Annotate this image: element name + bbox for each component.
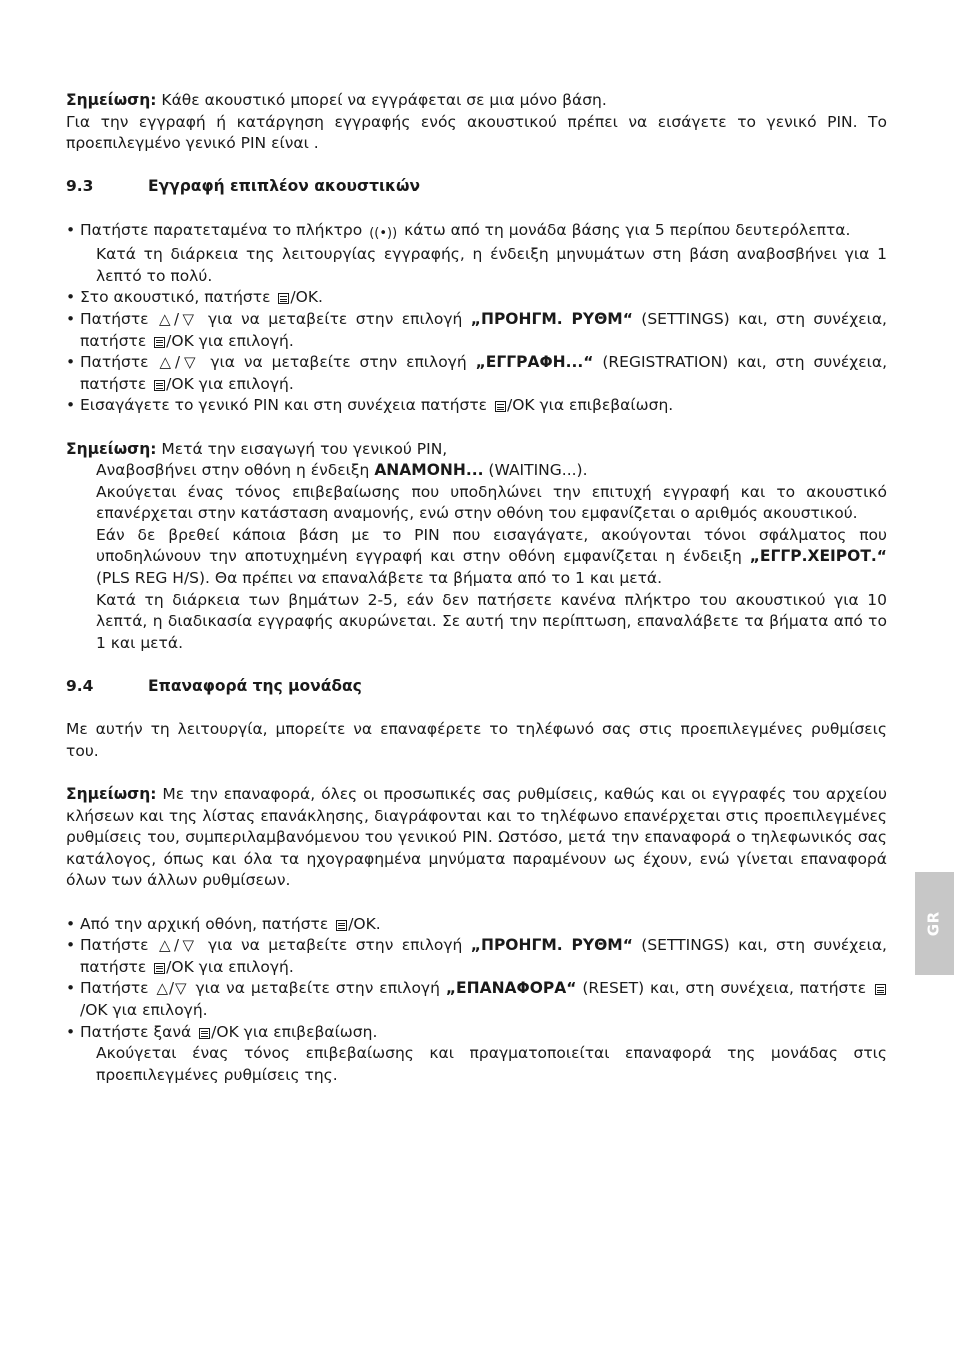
note-label: Σημείωση: bbox=[66, 439, 157, 458]
menu-key-icon bbox=[278, 293, 289, 304]
menu-key-icon bbox=[154, 337, 165, 348]
language-side-tab bbox=[915, 872, 954, 975]
list-item: • Πατήστε παρατεταμένα το πλήκτρο ((•)) κάτω από τη μονάδα βάσης για 5 περίπου δευτερόλεπτα. Κατά τη διάρκεια της λειτουργίας εγγραφής, η ένδειξη μηνυμάτων στη βάση αναβοσβήνει για 1 λεπτό το πολύ. bbox=[66, 220, 887, 288]
up-down-arrows-icon: △/▽ bbox=[156, 979, 188, 998]
list-item: • Πατήστε △/▽ για να μεταβείτε στην επιλογή „ΕΓΓΡΑΦΗ...“ (REGISTRATION) και, στη συνέχεια, πατήστε /OK για επιλογή. bbox=[66, 352, 887, 395]
paging-key-icon: ((•)) bbox=[369, 225, 398, 241]
menu-key-icon bbox=[154, 380, 165, 391]
list-item: • Στο ακουστικό, πατήστε /OK. bbox=[66, 287, 887, 309]
up-down-arrows-icon: △/▽ bbox=[158, 936, 198, 955]
note-detail: Αναβοσβήνει στην οθόνη η ένδειξη ΑΝΑΜΟΝΗ... (WAITING...). bbox=[96, 461, 588, 480]
list-item: • Πατήστε △/▽ για να μεταβείτε στην επιλογή „ΠΡΟΗΓΜ. ΡΥΘΜ“ (SETTINGS) και, στη συνέχεια, πατήστε /OK για επιλογή. bbox=[66, 309, 887, 352]
list-item: • Πατήστε ξανά /OK για επιβεβαίωση. Ακούγεται ένας τόνος επιβεβαίωσης και πραγματοποιείται επαναφορά της μονάδας στις προεπιλεγμένες ρυθμίσεις της. bbox=[66, 1022, 887, 1087]
menu-key-icon bbox=[336, 920, 347, 931]
note-registration: Σημείωση: Μετά την εισαγωγή του γενικού PIN, bbox=[66, 439, 448, 458]
intro-pin-text: Για την εγγραφή ή κατάργηση εγγραφής ενός ακουστικού πρέπει να εισάγετε το γενικό PIN. Το προεπιλεγμένο γενικό PIN είναι . bbox=[66, 112, 887, 153]
note-detail: Κατά τη διάρκεια των βημάτων 2-5, εάν δεν πατήσετε κανένα πλήκτρο του ακουστικού για 10 λεπτά, η διαδικασία εγγραφής ακυρώνεται. Σε αυτή την περίπτωση, επαναλάβετε τα βήματα από το 1 και μετά. bbox=[96, 590, 887, 652]
steps-list-9-3 bbox=[66, 220, 887, 417]
document-page bbox=[66, 90, 887, 1086]
note-label: Σημείωση: bbox=[66, 91, 157, 109]
up-down-arrows-icon: △/▽ bbox=[159, 353, 200, 372]
note-reset: Σημείωση: Με την επαναφορά, όλες οι προσωπικές σας ρυθμίσεις, καθώς και οι εγγραφές του αρχείου κλήσεων και της λίστας επανάκλησης, διαγράφονται και το τηλέφωνο επανέρχεται στις προεπιλεγμένες ρυθμίσεις του, συμπεριλαμβανόμενου του γενικού PIN. Ωστόσο, μετά την επαναφορά ο τηλεφωνικός σας κατάλογος, όπως και όλα τα ηχογραφημένα μηνύματα παραμένουν ως έχουν, ενώ γίνεται επαναφορά όλων των άλλων ρυθμίσεων. bbox=[66, 785, 887, 890]
section-heading-9-3: 9.3 Εγγραφή επιπλέον ακουστικών bbox=[66, 177, 421, 196]
note-detail: Ακούγεται ένας τόνος επιβεβαίωσης που υποδηλώνει την επιτυχή εγγραφή και το ακουστικό επανέρχεται στην κατάσταση αναμονής, ενώ στην οθόνη του εμφανίζεται ο αριθμός ακουστικού. bbox=[96, 482, 887, 523]
language-tab-label: GR bbox=[924, 911, 943, 936]
menu-key-icon bbox=[875, 984, 886, 995]
note-detail: Εάν δε βρεθεί κάποια βάση με το PIN που εισαγάγατε, ακούγονται τόνοι σφάλματος που υποδηλώνουν την αποτυχημένη εγγραφή και στην οθόνη εμφανίζεται η ένδειξη „ΕΓΓΡ.ΧΕΙΡΟΤ.“ (PLS REG H/S). Θα πρέπει να επαναλάβετε τα βήματα από το 1 και μετά. bbox=[96, 525, 887, 588]
steps-list-9-4 bbox=[66, 914, 887, 1087]
list-item-detail: Κατά τη διάρκεια της λειτουργίας εγγραφής, η ένδειξη μηνυμάτων στη βάση αναβοσβήνει για 1 λεπτό το πολύ. bbox=[96, 245, 887, 285]
menu-key-icon bbox=[199, 1028, 210, 1039]
menu-key-icon bbox=[154, 963, 165, 974]
list-item: • Από την αρχική οθόνη, πατήστε /OK. bbox=[66, 914, 887, 936]
up-down-arrows-icon: △/▽ bbox=[158, 309, 198, 328]
list-item: • Πατήστε △/▽ για να μεταβείτε στην επιλογή „ΠΡΟΗΓΜ. ΡΥΘΜ“ (SETTINGS) και, στη συνέχεια, πατήστε /OK για επιλογή. bbox=[66, 935, 887, 978]
list-item: • Πατήστε △/▽ για να μεταβείτε στην επιλογή „ΕΠΑΝΑΦΟΡΑ“ (RESET) και, στη συνέχεια, πατήστε /OK για επιλογή. bbox=[66, 978, 887, 1021]
reset-intro: Με αυτήν τη λειτουργία, μπορείτε να επαναφέρετε το τηλέφωνό σας στις προεπιλεγμένες ρυθμίσεις του. bbox=[66, 720, 887, 760]
intro-note: Σημείωση: Κάθε ακουστικό μπορεί να εγγράφεται σε μια μόνο βάση. bbox=[66, 91, 607, 109]
menu-key-icon bbox=[495, 401, 506, 412]
list-item: • Εισαγάγετε το γενικό PIN και στη συνέχεια πατήστε /OK για επιβεβαίωση. bbox=[66, 395, 887, 417]
list-item-detail: Ακούγεται ένας τόνος επιβεβαίωσης και πραγματοποιείται επαναφορά της μονάδας στις προεπιλεγμένες ρυθμίσεις της. bbox=[96, 1044, 887, 1084]
section-heading-9-4: 9.4 Επαναφορά της μονάδας bbox=[66, 677, 362, 696]
note-label: Σημείωση: bbox=[66, 785, 157, 803]
